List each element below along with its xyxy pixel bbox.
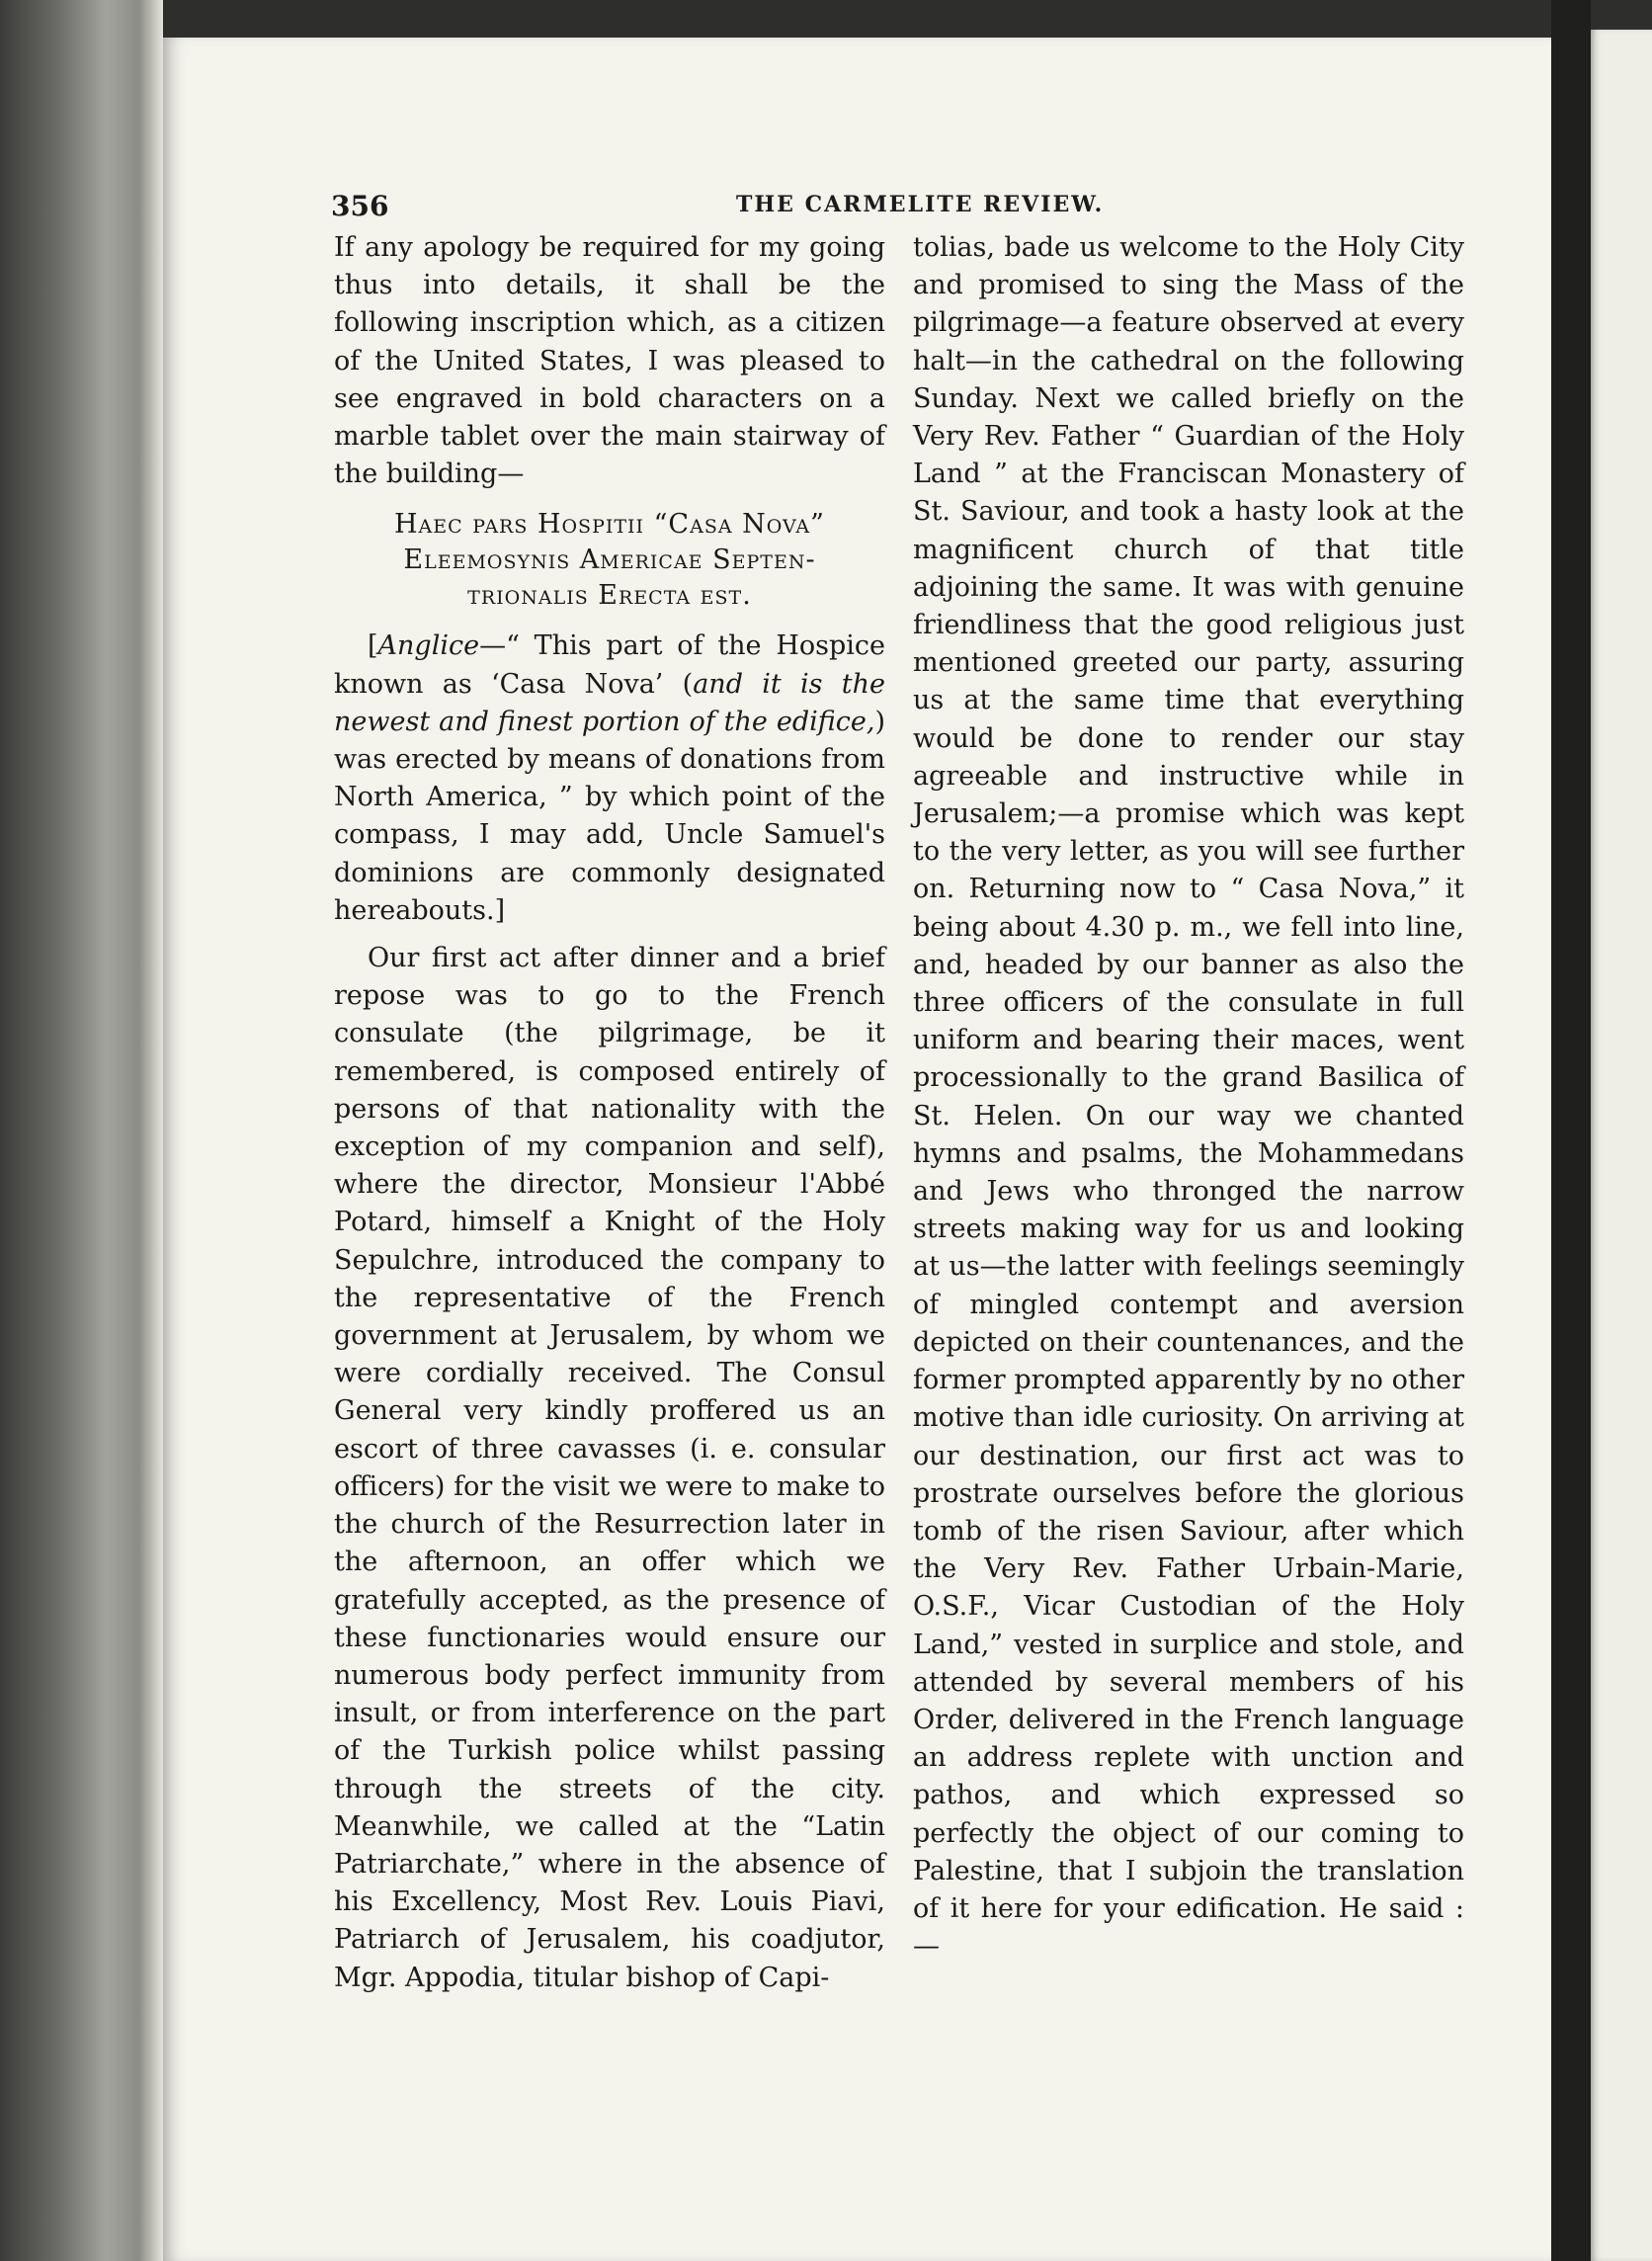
italic-run: Anglice <box>377 630 480 662</box>
italic-run: and it is the newest and finest portion of the edifice, <box>334 668 885 737</box>
translation-paragraph <box>334 628 885 930</box>
text-run: [ <box>368 630 378 662</box>
text-run: ) was erected by means of donations from North America, ” by which point of the compass, I may add, Uncle Samuel's dominions are commonly designated hereabouts.] <box>334 706 885 926</box>
left-column <box>334 229 885 2007</box>
inscription <box>334 507 885 614</box>
page-number: 356 <box>331 190 389 222</box>
paragraph: Our first act after dinner and a brief repose was to go to the French consulate (the pilgrimage, be it remembered, is composed entirely of persons of that nationality with the exception of my companion and self), where the director, Monsieur l'Abbé Potard, himself a Knight of the Holy Sepulchre, introduced the company to the representative of the French government at Jerusalem, by whom we were cordially received. The Consul General very kindly proffered us an escort of three cavasses (i. e. consular officers) for the visit we were to make to the church of the Resurrection later in the afternoon, an offer which we gratefully accepted, as the presence of these functionaries would ensure our numerous body perfect immunity from insult, or from interference on the part of the Turkish police whilst passing through the streets of the city. Meanwhile, we called at the “Latin Patriarchate,” where in the absence of his Excellency, Most Rev. Louis Piavi, Patriarch of Jerusalem, his coadjutor, Mgr. Appodia, titular bishop of Capi- <box>334 943 885 1993</box>
gutter-shadow <box>1551 0 1591 2261</box>
text-run: —“ This part of the Hospice known as ‘Casa Nova’ ( <box>334 630 885 700</box>
paragraph: If any apology be required for my going thus into details, it shall be the following inscription which, as a citizen of the United States, I was pleased to see engraved in bold characters on a marble tablet over the main stairway of the building— <box>334 232 885 490</box>
paragraph: tolias, bade us welcome to the Holy City and promised to sing the Mass of the pilgrimage—a feature observed at every halt—in the cathedral on the following Sunday. Next we called briefly on the Very Rev. Father “ Guardian of the Holy Land ” at the Franciscan Monastery of St. Saviour, and took a hasty look at the magnificent church of that title adjoining the same. It was with genuine friendliness that the good religious just mentioned greeted our party, assuring us at the same time that everything would be done to render our stay agreeable and instructive while in Jerusalem;—a promise which was kept to the very letter, as you will see further on. Returning now to “ Casa Nova,” it being about 4.30 p. m., we fell into line, and, headed by our banner as also the three officers of the consulate in full uniform and bearing their maces, went processionally to the grand Basilica of St. Helen. On our way we chanted hymns and psalms, the Mohammedans and Jews who thronged the narrow streets making way for us and looking at us—the latter with feelings seemingly of mingled contempt and aversion depicted on their countenances, and the former prompted apparently by no other motive than idle curiosity. On arriving at our destination, our first act was to prostrate ourselves before the glorious tomb of the risen Saviour, after which the Very Rev. Father Urbain-Marie, O.S.F., Vicar Custodian of the Holy Land,” vested in surplice and stole, and attended by several members of his Order, delivered in the French language an address replete with unction and pathos, and which expressed so perfectly the object of our coming to Palestine, that I subjoin the translation of it here for your edification. He said :— <box>913 232 1464 1963</box>
inscription-line: trionalis Erecta est. <box>467 580 752 612</box>
inscription-line: Eleemosynis Americae Septen- <box>403 544 816 576</box>
inscription-line: Haec pars Hospitii “Casa Nova” <box>394 509 825 541</box>
next-page-edge <box>1591 30 1652 2261</box>
book-edge <box>0 0 163 2261</box>
page-header <box>331 188 1497 227</box>
running-title: THE CARMELITE REVIEW. <box>736 192 1105 217</box>
right-column <box>913 229 1464 1975</box>
